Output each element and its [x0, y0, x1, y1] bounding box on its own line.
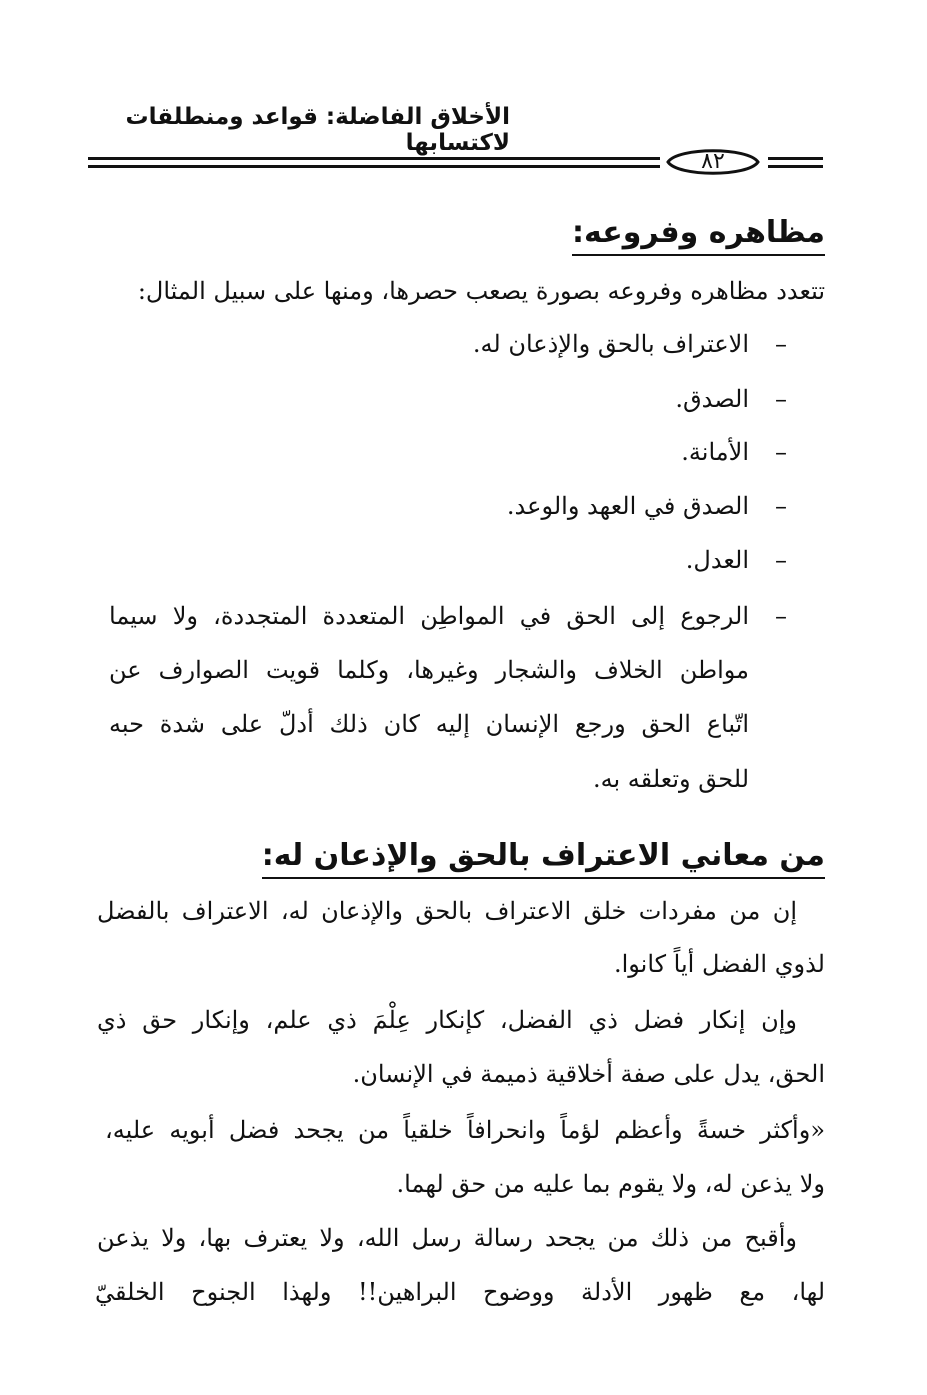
header-rule	[88, 157, 660, 160]
quote-line: «وأكثر خسةً وأعظم لؤماً وانحرافاً خلقياً من يجحد فضل أبويه عليه،	[105, 1116, 825, 1144]
paragraph-line: وأقبح من ذلك من يجحد رسالة رسل الله، ولا يعترف بها، ولا يذعن	[97, 1224, 797, 1252]
bullet-mark: –	[775, 330, 787, 358]
list-item-line: مواطن الخلاف والشجار وغيرها، وكلما قويت الصوارف عن	[109, 656, 749, 684]
bullet-mark: –	[775, 438, 787, 466]
list-item: العدل.	[685, 546, 749, 574]
section-heading: مظاهره وفروعه:	[572, 215, 825, 256]
list-item: الأمانة.	[681, 438, 749, 466]
paragraph-line: الحق، يدل على صفة أخلاقية ذميمة في الإنسان.	[352, 1060, 825, 1088]
header-rule	[768, 157, 823, 160]
paragraph-line: لذوي الفضل أياً كانوا.	[613, 950, 825, 978]
quote-line: ولا يذعن له، ولا يقوم بما عليه من حق لهما.	[396, 1170, 825, 1198]
running-title: الأخلاق الفاضلة: قواعد ومنطلقات لاكتسابها	[125, 104, 510, 156]
bullet-mark: –	[775, 602, 787, 630]
paragraph-line: وإن إنكار فضل ذي الفضل، كإنكار عِلْمَ ذي علم، وإنكار حق ذي	[97, 1006, 797, 1034]
page-number: ٨٢	[701, 149, 725, 174]
list-item: الصدق في العهد والوعد.	[506, 492, 749, 520]
list-item: الصدق.	[675, 385, 749, 413]
bullet-mark: –	[775, 546, 787, 574]
list-item: الاعتراف بالحق والإذعان له.	[472, 330, 749, 358]
list-item-line: الرجوع إلى الحق في المواطِن المتعددة المتجددة، ولا سيما	[109, 602, 749, 630]
paragraph-line: لها، مع ظهور الأدلة ووضوح البراهين!! ولهذا الجنوح الخلقيّ	[95, 1278, 825, 1306]
bullet-mark: –	[775, 492, 787, 520]
header-rule	[768, 165, 823, 168]
paragraph-line: إن من مفردات خلق الاعتراف بالحق والإذعان له، الاعتراف بالفضل	[97, 897, 797, 925]
header-rule	[88, 165, 660, 168]
list-item-line: للحق وتعلقه به.	[593, 765, 749, 793]
intro-text: تتعدد مظاهره وفروعه بصورة يصعب حصرها، ومنها على سبيل المثال:	[137, 277, 825, 305]
bullet-mark: –	[775, 385, 787, 413]
page-number-badge	[664, 143, 762, 181]
list-item-line: اتّباع الحق ورجع الإنسان إليه كان ذلك أدلّ على شدة حبه	[109, 710, 749, 738]
section-heading: من معاني الاعتراف بالحق والإذعان له:	[262, 838, 825, 879]
